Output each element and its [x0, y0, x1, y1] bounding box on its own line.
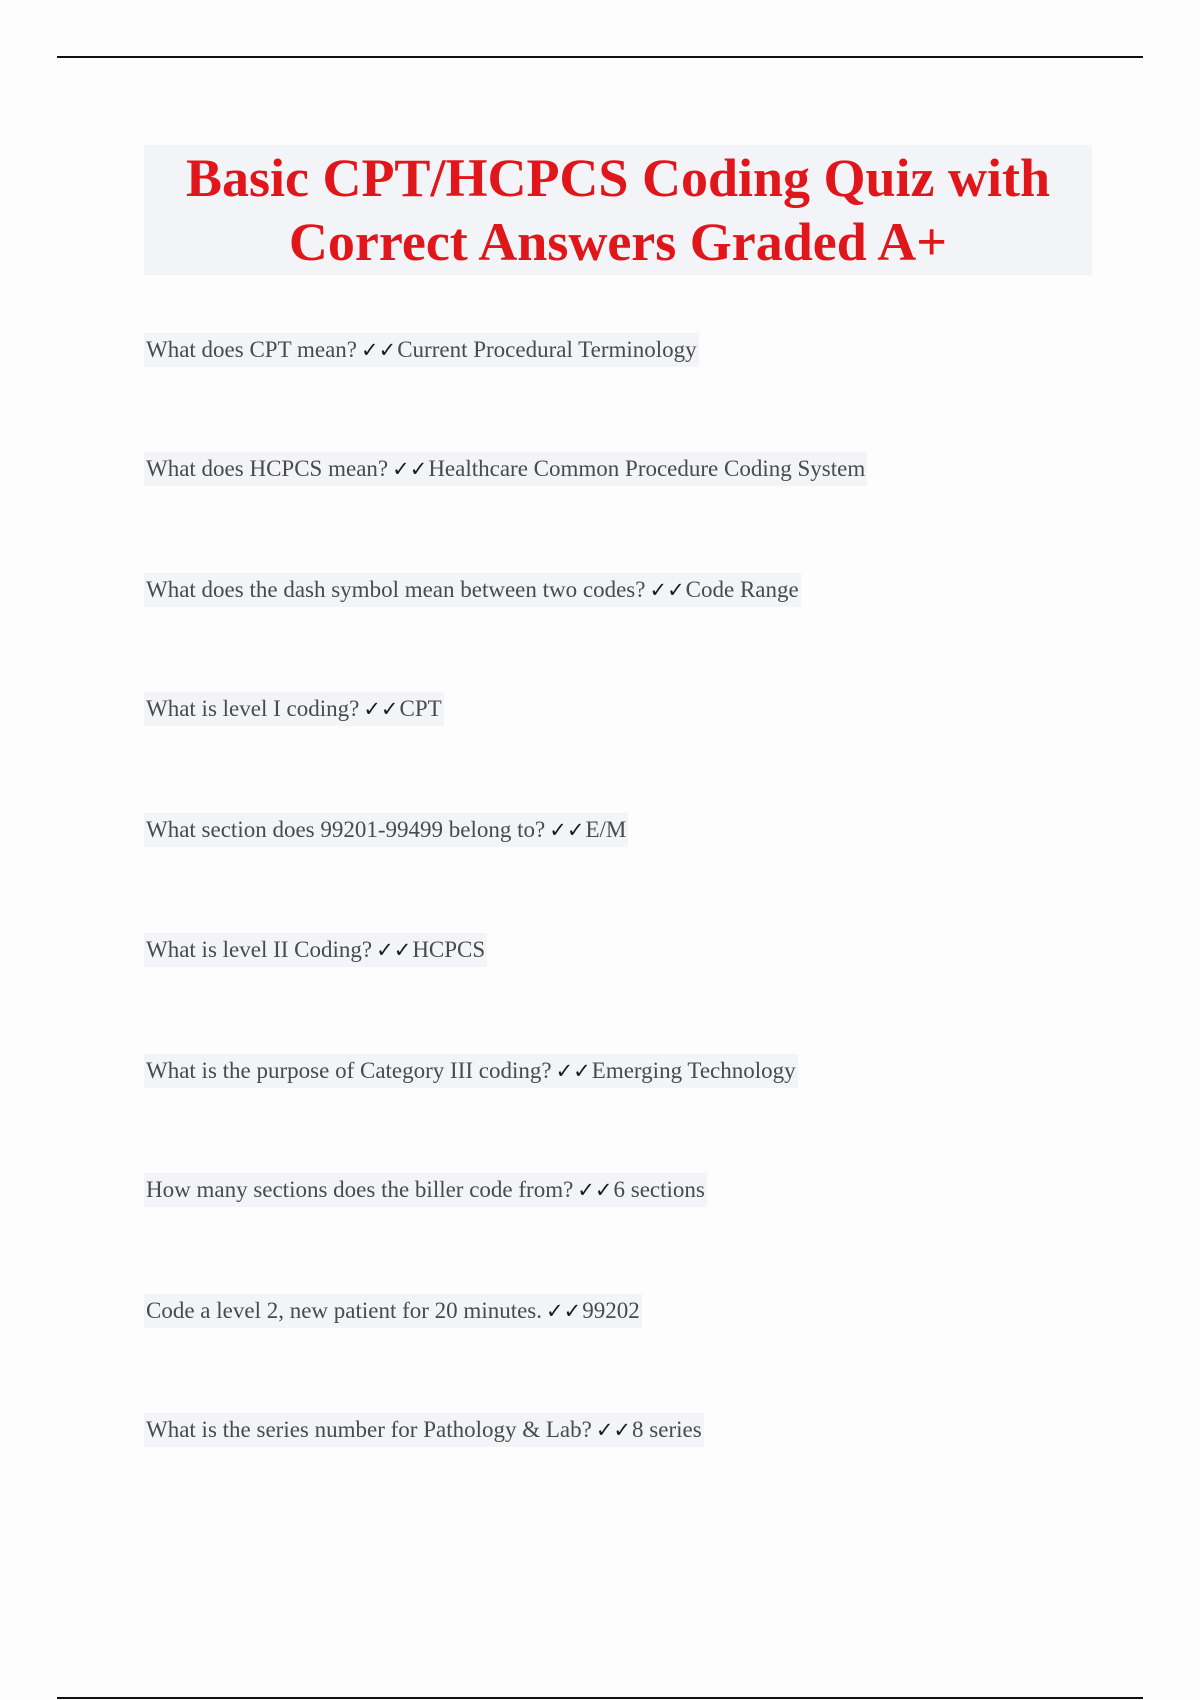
question-text: What is the series number for Pathology & Lab? [146, 1417, 592, 1442]
answer-text: 6 sections [613, 1177, 705, 1202]
double-check-icon: ✓✓ [549, 818, 585, 842]
page-title [186, 146, 1050, 274]
double-check-icon: ✓✓ [392, 457, 428, 481]
qa-item [144, 1413, 704, 1447]
double-check-icon: ✓✓ [361, 338, 397, 362]
question-text: What is the purpose of Category III coding? [146, 1058, 552, 1083]
answer-text: Healthcare Common Procedure Coding System [428, 456, 866, 481]
question-text: Code a level 2, new patient for 20 minutes. [146, 1298, 543, 1323]
double-check-icon: ✓✓ [649, 578, 685, 602]
question-text: What is level I coding? [146, 696, 360, 721]
title-block [144, 145, 1092, 275]
bottom-rule [57, 1697, 1143, 1699]
qa-item [144, 333, 699, 367]
title-line-1: Basic CPT/HCPCS Coding Quiz with [185, 148, 1051, 208]
double-check-icon: ✓✓ [376, 938, 412, 962]
answer-text: E/M [585, 817, 627, 842]
answer-text: Emerging Technology [591, 1058, 796, 1083]
double-check-icon: ✓✓ [555, 1059, 591, 1083]
double-check-icon: ✓✓ [595, 1418, 632, 1442]
title-line-2: Correct Answers Graded A+ [288, 212, 948, 272]
qa-item [144, 692, 444, 726]
question-text: What does CPT mean? [146, 337, 357, 362]
double-check-icon: ✓✓ [546, 1299, 582, 1323]
top-rule [57, 56, 1143, 58]
question-text: What does HCPCS mean? [146, 456, 389, 481]
question-text: What is level II Coding? [146, 937, 373, 962]
answer-text: 8 series [632, 1417, 702, 1442]
qa-item [144, 1173, 707, 1207]
qa-item [144, 1054, 798, 1088]
question-text: What does the dash symbol mean between two codes? [146, 577, 646, 602]
double-check-icon: ✓✓ [363, 697, 399, 721]
qa-item [144, 452, 867, 486]
answer-text: 99202 [582, 1298, 640, 1323]
question-text: What section does 99201-99499 belong to? [146, 817, 546, 842]
qa-item [144, 1294, 642, 1328]
answer-text: CPT [399, 696, 442, 721]
qa-item [144, 573, 801, 607]
qa-item [144, 933, 487, 967]
double-check-icon: ✓✓ [577, 1178, 613, 1202]
question-text: How many sections does the biller code from? [146, 1177, 574, 1202]
answer-text: Code Range [685, 577, 799, 602]
answer-text: HCPCS [412, 937, 486, 962]
answer-text: Current Procedural Terminology [397, 337, 697, 362]
qa-item [144, 813, 628, 847]
